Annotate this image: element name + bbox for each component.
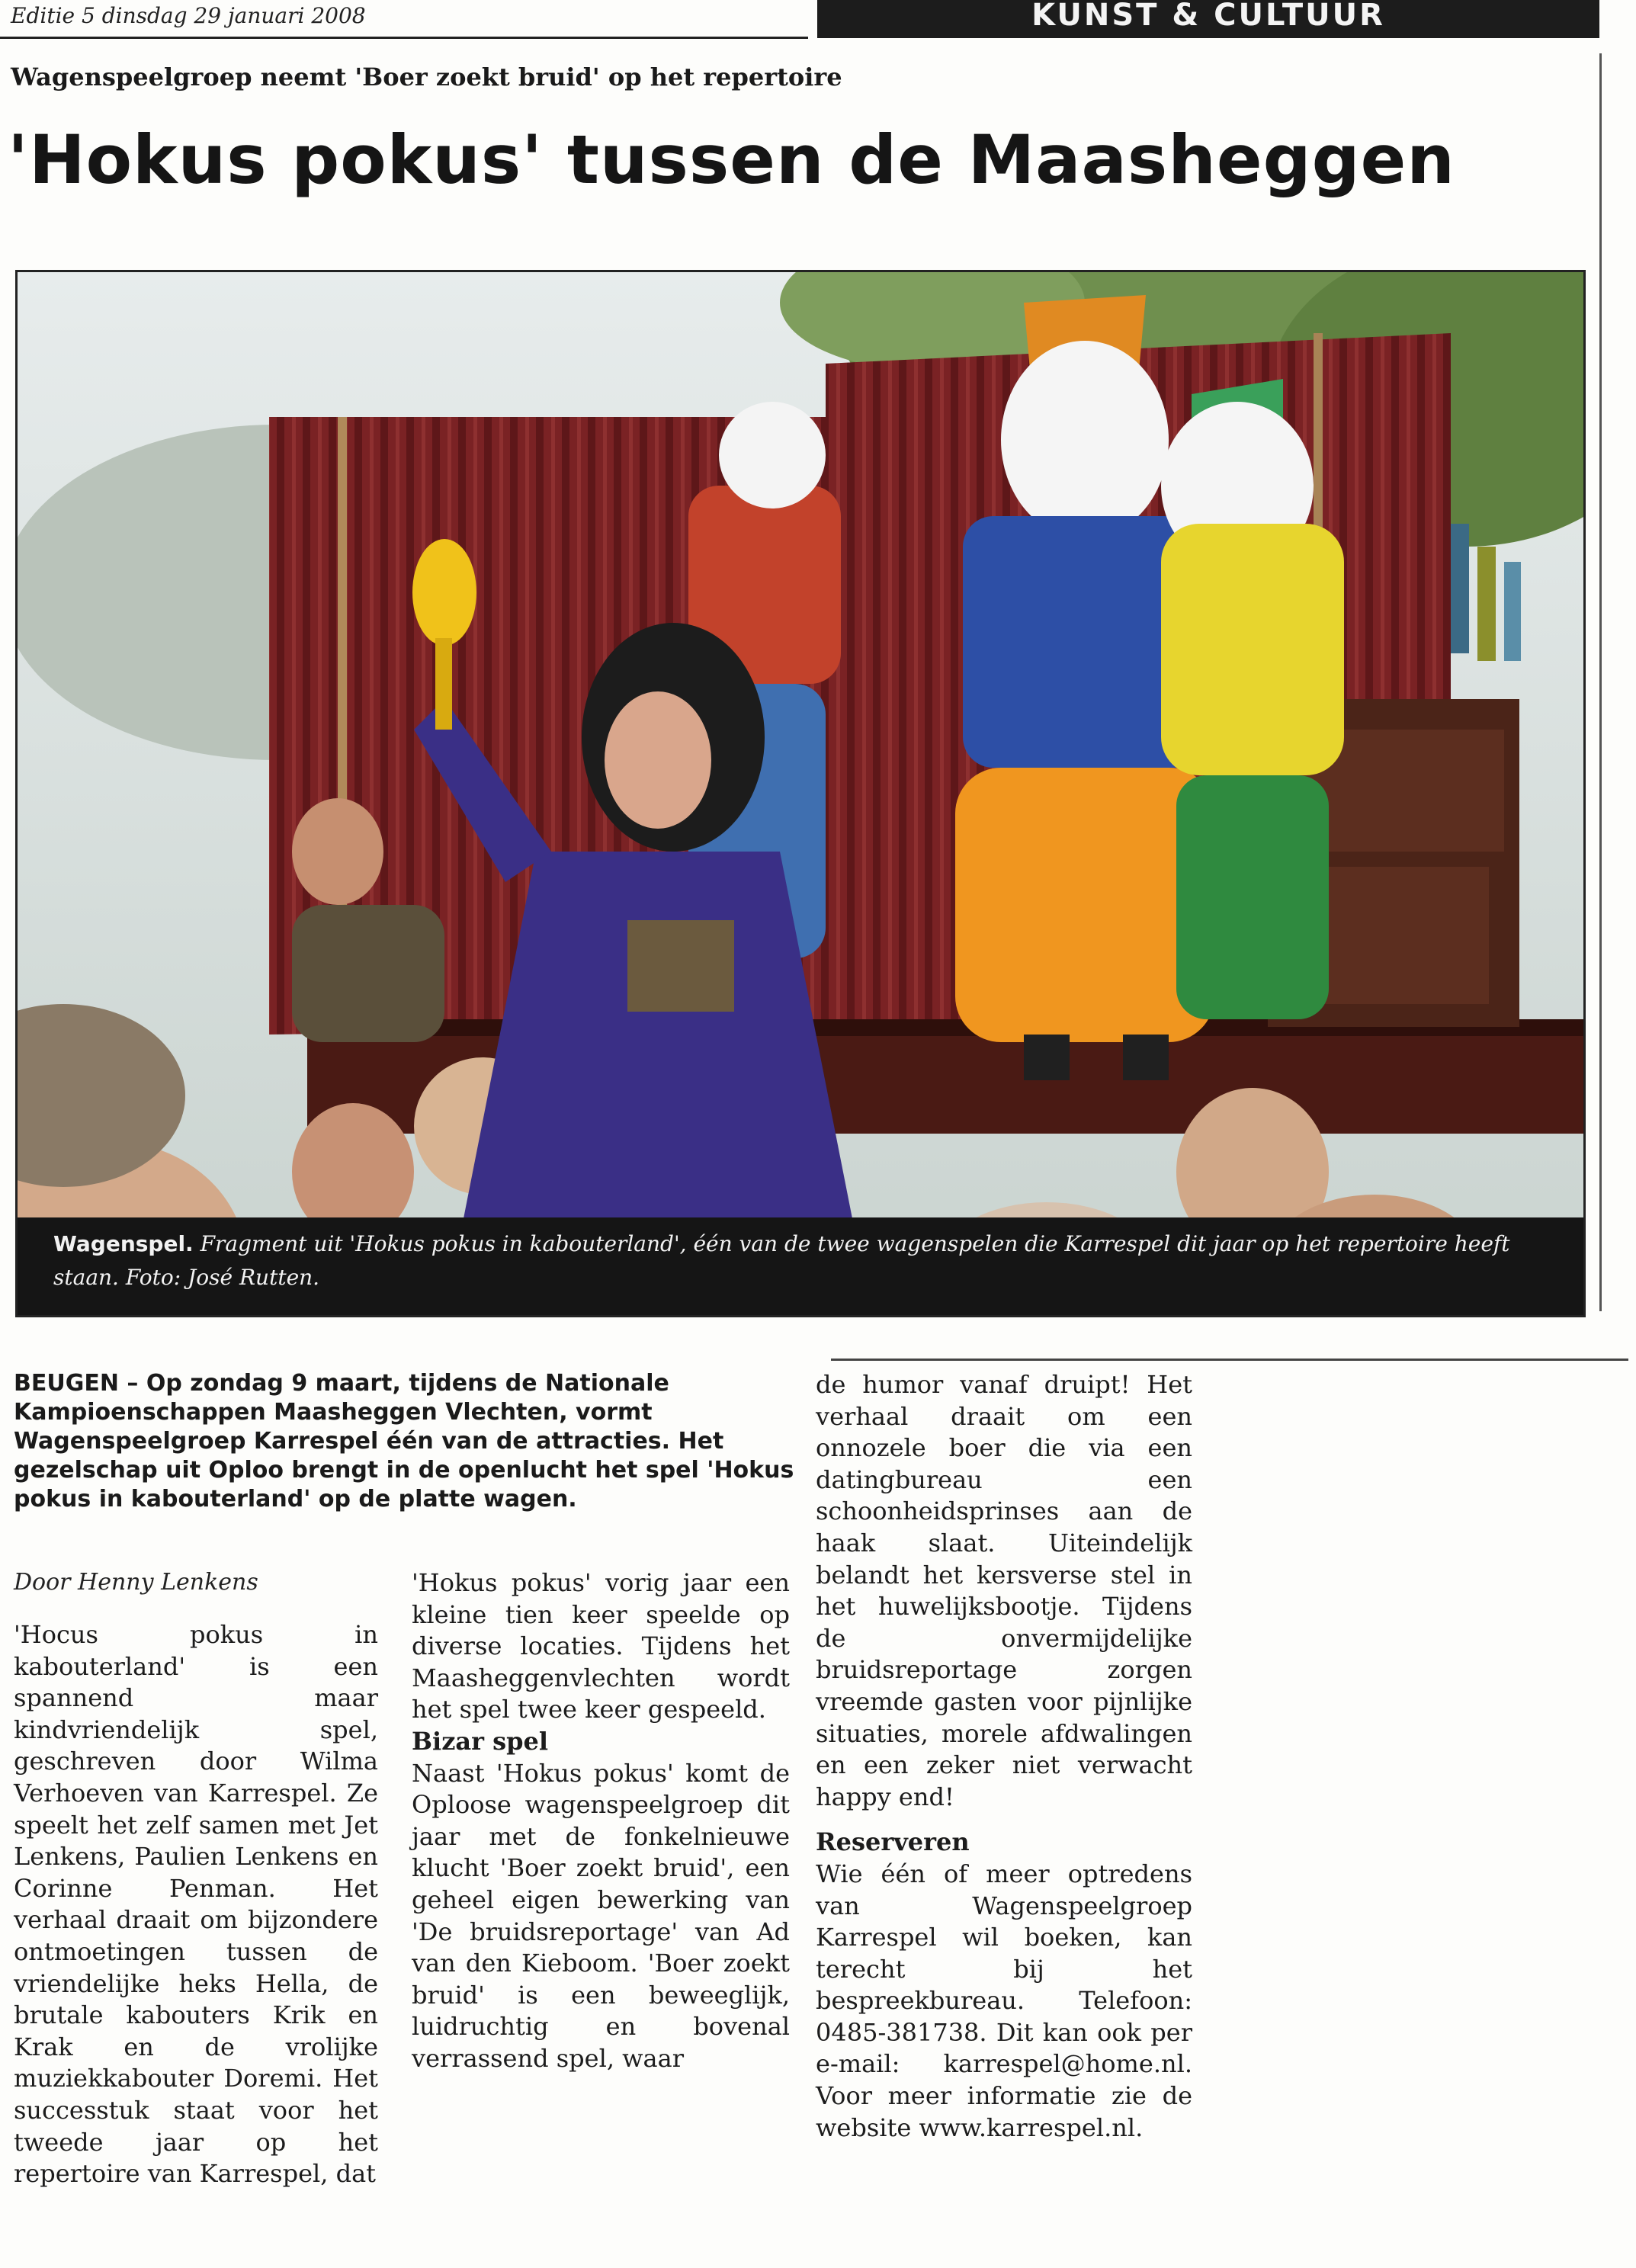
caption-text: Fragment uit 'Hokus pokus in kabouterland', één van de twee wagenspelen die Karrespel dit jaar op het repertoire heeft staan. Foto: José Rutten. [53, 1231, 1510, 1290]
photo-illustration [18, 272, 1583, 1315]
divider-rule [831, 1359, 1628, 1361]
body-paragraph: Wie één of meer optredens van Wagenspeelgroep Karrespel wil boeken, kan terecht bij het bespreekbureau. Telefoon: 0485-381738. Dit kan ook per e-mail: karrespel@home.nl. Voor meer informatie zie de website www.karrespel.nl. [816, 1859, 1192, 2142]
article-intro: BEUGEN – Op zondag 9 maart, tijdens de Nationale Kampioenschappen Maasheggen Vlechten, vormt Wagenspeelgroep Karrespel één van de attracties. Het gezelschap uit Oploo brengt in de openlucht het spel 'Hokus pokus in kabouterland' op de platte wagen. [14, 1370, 794, 1513]
body-column-2 [412, 1567, 790, 2075]
body-column-1 [14, 1619, 378, 2190]
article-headline: 'Hokus pokus' tussen de Maasheggen [8, 120, 1455, 199]
edition-date: Editie 5 dinsdag 29 januari 2008 [11, 3, 366, 28]
byline: Door Henny Lenkens [14, 1569, 258, 1596]
article-photo [15, 270, 1586, 1317]
body-paragraph: 'Hocus pokus in kabouterland' is een spannend maar kindvriendelijk spel, geschreven door Wilma Verhoeven van Karrespel. Ze speelt het zelf samen met Jet Lenkens, Paulien Lenkens en Corinne Penman. Het verhaal draait om bijzondere ontmoetingen tussen de vriendelijke heks Hella, de brutale kabouters Krik en Krak en de vrolijke muziekkabouter Doremi. Het successtuk staat voor het tweede jaar op het repertoire van Karrespel, dat [14, 1620, 378, 2189]
body-column-3 [816, 1369, 1192, 2144]
caption-lead: Wagenspel. [53, 1231, 194, 1256]
section-banner: KUNST & CULTUUR [817, 0, 1599, 38]
photo-caption [53, 1227, 1570, 1294]
subheading-reserveren: Reserveren [816, 1827, 970, 1857]
subheading-bizar-spel: Bizar spel [412, 1726, 549, 1756]
body-paragraph: de humor vanaf druipt! Het verhaal draait om een onnozele boer die via een datingbureau een schoonheidsprinses aan de haak slaat. Uiteindelijk belandt het kersverse stel in het huwelijksbootje. Tijdens de onvermijdelijke bruidsreportage zorgen vreemde gasten voor pijnlijke situaties, morele afdwalingen en een zeker niet verwacht happy end! [816, 1370, 1192, 1811]
column-rule [1599, 53, 1602, 1311]
header-rule [0, 37, 808, 39]
article-kicker: Wagenspeelgroep neemt 'Boer zoekt bruid' op het repertoire [11, 63, 842, 91]
body-paragraph: 'Hokus pokus' vorig jaar een kleine tien keer speelde op diverse locaties. Tijdens het Maasheggenvlechten wordt het spel twee keer gespeeld. [412, 1568, 790, 1724]
body-paragraph: Naast 'Hokus pokus' komt de Oploose wagenspeelgroep dit jaar met de fonkelnieuwe klucht 'Boer zoekt bruid', een geheel eigen bewerking van 'De bruidsreportage' van Ad van den Kieboom. 'Boer zoekt bruid' is een beweeglijk, luidruchtig en bovenal verrassend spel, waar [412, 1758, 790, 2073]
